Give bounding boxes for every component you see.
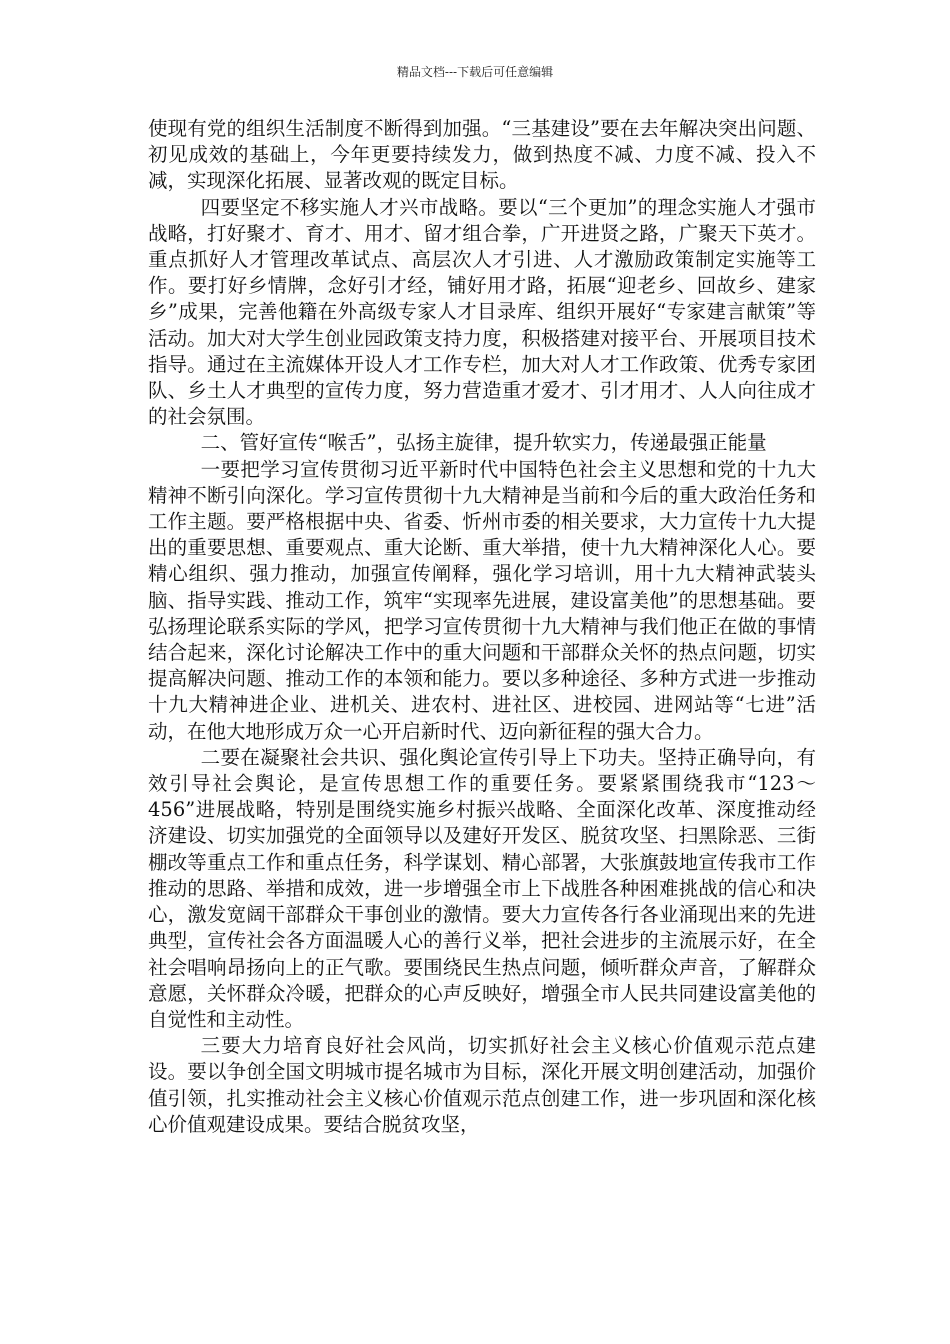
paragraph: 四要坚定不移实施人才兴市战略。要以“三个更加”的理念实施人才强市战略，打好聚才、育才、用才、留才组合拳，广开进贤之路，广聚天下英才。重点抓好人才管理改革试点、高层次人才引进、人才激励政策制定实施等工作。要打好乡情牌，念好引才经，铺好用才路，拓展“迎老乡、回故乡、建家乡”成果，完善他籍在外高级专家人才目录库、组织开展好“专家建言献策”等活动。加大对大学生创业园政策支持力度，积极搭建对接平台、开展项目技术指导。通过在主流媒体开设人才工作专栏，加大对人才工作政策、优秀专家团队、乡土人才典型的宣传力度，努力营造重才爱才、引才用才、人人向往成才的社会氛围。: [148, 195, 816, 429]
paragraph: 三要大力培育良好社会风尚，切实抓好社会主义核心价值观示范点建设。要以争创全国文明城市提名城市为目标，深化开展文明创建活动，加强价值引领，扎实推动社会主义核心价值观示范点创建工作，进一步巩固和深化核心价值观建设成果。要结合脱贫攻坚，: [148, 1034, 816, 1136]
section-heading: 二、管好宣传“喉舌”，弘扬主旋律，提升软实力，传递最强正能量: [200, 431, 767, 455]
document-body: [148, 116, 816, 1138]
paragraph: 一要把学习宣传贯彻习近平新时代中国特色社会主义思想和党的十九大精神不断引向深化。学习宣传贯彻十九大精神是当前和今后的重大政治任务和工作主题。要严格根据中央、省委、忻州市委的相关要求，大力宣传十九大提出的重要思想、重要观点、重大论断、重大举措，使十九大精神深化人心。要精心组织、强力推动，加强宣传阐释，强化学习培训，用十九大精神武装头脑、指导实践、推动工作，筑牢“实现率先进展，建设富美他”的思想基础。要弘扬理论联系实际的学风，把学习宣传贯彻十九大精神与我们他正在做的事情结合起来，深化讨论解决工作中的重大问题和干部群众关怀的热点问题，切实提高解决问题、推动工作的本领和能力。要以多种途径、多种方式进一步推动十九大精神进企业、进机关、进农村、进社区、进校园、进网站等“七进”活动，在他大地形成万众一心开启新时代、迈向新征程的强大合力。: [148, 457, 816, 743]
page-header: 精品文档---下载后可任意编辑: [396, 65, 554, 79]
paragraph: 使现有党的组织生活制度不断得到加强。“三基建设”要在去年解决突出问题、初见成效的基础上，今年更要持续发力，做到热度不减、力度不减、投入不减，实现深化拓展、显著改观的既定目标。: [148, 117, 816, 193]
paragraph: 二要在凝聚社会共识、强化舆论宣传引导上下功夫。坚持正确导向，有效引导社会舆论，是宣传思想工作的重要任务。要紧紧围绕我市“123～456”进展战略，特别是围绕实施乡村振兴战略、全面深化改革、深度推动经济建设、切实加强党的全面领导以及建好开发区、脱贫攻坚、扫黑除恶、三街棚改等重点工作和重点任务，科学谋划、精心部署，大张旗鼓地宣传我市工作推动的思路、举措和成效，进一步增强全市上下战胜各种困难挑战的信心和决心，激发宽阔干部群众干事创业的激情。要大力宣传各行各业涌现出来的先进典型，宣传社会各方面温暖人心的善行义举，把社会进步的主流展示好，在全社会唱响昂扬向上的正气歌。要围绕民生热点问题，倾听群众声音，了解群众意愿，关怀群众冷暖，把群众的心声反映好，增强全市人民共同建设富美他的自觉性和主动性。: [148, 745, 816, 1031]
